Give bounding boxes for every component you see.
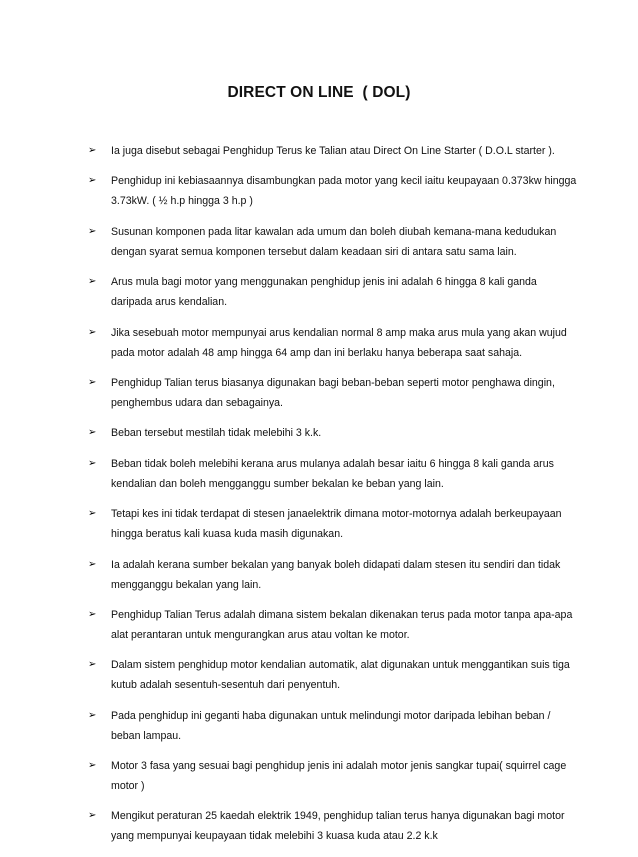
arrowhead-bullet-icon: ➢ — [88, 145, 97, 156]
bullet-text: Motor 3 fasa yang sesuai bagi penghidup jenis ini adalah motor jenis sangkar tupai( squirrel cage motor ) — [111, 760, 567, 793]
bullet-text: Pada penghidup ini geganti haba digunakan untuk melindungi motor daripada lebihan beban / beban lampau. — [111, 709, 551, 742]
list-item — [88, 373, 578, 413]
list-item — [88, 171, 578, 211]
bullet-list — [88, 141, 578, 857]
bullet-text: Beban tidak boleh melebihi kerana arus mulanya adalah besar iaitu 6 hingga 8 kali ganda arus kendalian dan boleh mengganggu sumber bekalan ke beban yang lain. — [111, 457, 554, 490]
bullet-text: Susunan komponen pada litar kawalan ada umum dan boleh diubah kemana-mana kedudukan dengan syarat semua komponen tersebut dalam keadaan siri di antara satu sama lain. — [111, 225, 557, 258]
arrowhead-bullet-icon: ➢ — [88, 558, 97, 570]
arrowhead-bullet-icon: ➢ — [88, 376, 97, 388]
arrowhead-bullet-icon: ➢ — [88, 508, 97, 520]
list-item — [88, 706, 578, 746]
list-item — [88, 504, 578, 544]
bullet-text: Penghidup Talian Terus adalah dimana sistem bekalan dikenakan terus pada motor tanpa apa-apa alat perantaran untuk mengurangkan arus atau voltan ke motor. — [111, 608, 573, 641]
bullet-text: Ia juga disebut sebagai Penghidup Terus ke Talian atau Direct On Line Starter ( D.O.L starter ). — [111, 145, 555, 157]
bullet-text: Mengikut peraturan 25 kaedah elektrik 1949, penghidup talian terus hanya digunakan bagi motor yang mempunyai keupayaan tidak melebihi 3 kuasa kuda atau 2.2 k.k — [111, 810, 565, 843]
bullet-text: Penghidup Talian terus biasanya digunakan bagi beban-beban seperti motor penghawa dingin, penghembus udara dan sebagainya. — [111, 376, 555, 409]
list-item — [88, 423, 578, 443]
arrowhead-bullet-icon: ➢ — [88, 659, 97, 671]
list-item — [88, 141, 578, 161]
list-item — [88, 806, 578, 846]
arrowhead-bullet-icon: ➢ — [88, 457, 97, 469]
bullet-text: Arus mula bagi motor yang menggunakan penghidup jenis ini adalah 6 hingga 8 kali ganda daripada arus kendalian. — [111, 276, 537, 309]
arrowhead-bullet-icon: ➢ — [88, 709, 97, 721]
list-item — [88, 756, 578, 796]
list-item — [88, 272, 578, 312]
list-item — [88, 555, 578, 595]
bullet-text: Dalam sistem penghidup motor kendalian automatik, alat digunakan untuk menggantikan suis tiga kutub adalah sesentuh-sesentuh dari penyentuh. — [111, 659, 570, 692]
arrowhead-bullet-icon: ➢ — [88, 760, 97, 772]
arrowhead-bullet-icon: ➢ — [88, 608, 97, 620]
list-item — [88, 222, 578, 262]
bullet-text: Tetapi kes ini tidak terdapat di stesen janaelektrik dimana motor-motornya adalah berkeupayaan hingga beratus kali kuasa kuda masih digunakan. — [111, 508, 562, 541]
arrowhead-bullet-icon: ➢ — [88, 175, 97, 187]
document-title: DIRECT ON LINE ( DOL) — [227, 84, 411, 101]
list-item — [88, 605, 578, 645]
bullet-text: Ia adalah kerana sumber bekalan yang banyak boleh didapati dalam stesen itu sendiri dan tidak mengganggu bekalan yang lain. — [111, 558, 561, 591]
arrowhead-bullet-icon: ➢ — [88, 225, 97, 237]
list-item — [88, 655, 578, 695]
bullet-text: Jika sesebuah motor mempunyai arus kendalian normal 8 amp maka arus mula yang akan wujud pada motor adalah 48 amp hingga 64 amp dan ini berlaku hanya beberapa saat sahaja. — [111, 326, 567, 359]
list-item — [88, 454, 578, 494]
bullet-text: Beban tersebut mestilah tidak melebihi 3 k.k. — [111, 427, 322, 440]
bullet-text: Penghidup ini kebiasaannya disambungkan pada motor yang kecil iaitu keupayaan 0.373kw hingga 3.73kW. ( ½ h.p hingga 3 h.p ) — [111, 175, 577, 208]
arrowhead-bullet-icon: ➢ — [88, 276, 97, 288]
arrowhead-bullet-icon: ➢ — [88, 810, 97, 822]
list-item — [88, 323, 578, 363]
arrowhead-bullet-icon: ➢ — [88, 326, 97, 338]
arrowhead-bullet-icon: ➢ — [88, 427, 97, 439]
